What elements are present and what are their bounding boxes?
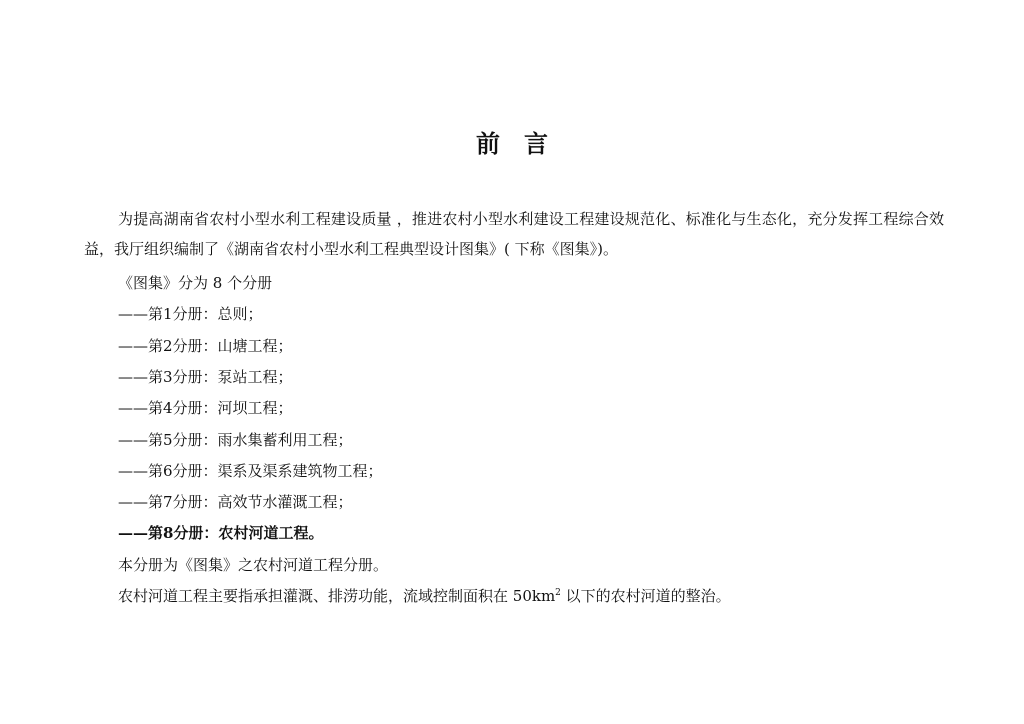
page-title — [0, 128, 1024, 160]
title-char-1: 前 — [476, 129, 500, 158]
volumes-intro: 《图集》分为 8 个分册 — [118, 274, 273, 292]
title-char-2: 言 — [524, 129, 548, 158]
volume-item-7: ——第7分册：高效节水灌溉工程； — [118, 493, 353, 511]
intro-paragraph: 为提高湖南省农村小型水利工程建设质量 ，推进农村小型水利建设工程建设规范化、标准化与生态化，充分发挥工程综合效益，我厅组织编制了《湖南省农村小型水利工程典型设计图集》( 下称《图集》)。 — [84, 210, 944, 258]
scope-text-after: 以下的农村河道的整治。 — [560, 587, 731, 605]
scope-text-before: 农村河道工程主要指承担灌溉、排涝功能，流域控制面积在 50km — [118, 587, 556, 605]
this-volume-statement: 本分册为《图集》之农村河道工程分册。 — [118, 556, 389, 574]
volume-item-1: ——第1分册：总则； — [118, 305, 263, 323]
scope-superscript: 2 — [555, 588, 561, 598]
volume-item-3: ——第3分册：泵站工程； — [118, 368, 293, 386]
volume-item-8: ——第8分册：农村河道工程。 — [118, 524, 324, 542]
volume-item-6: ——第6分册：渠系及渠系建筑物工程； — [118, 462, 383, 480]
volume-item-5: ——第5分册：雨水集蓄利用工程； — [118, 431, 353, 449]
volume-item-2: ——第2分册：山塘工程； — [118, 337, 293, 355]
volume-item-4: ——第4分册：河坝工程； — [118, 399, 293, 417]
scope-statement — [118, 584, 731, 608]
